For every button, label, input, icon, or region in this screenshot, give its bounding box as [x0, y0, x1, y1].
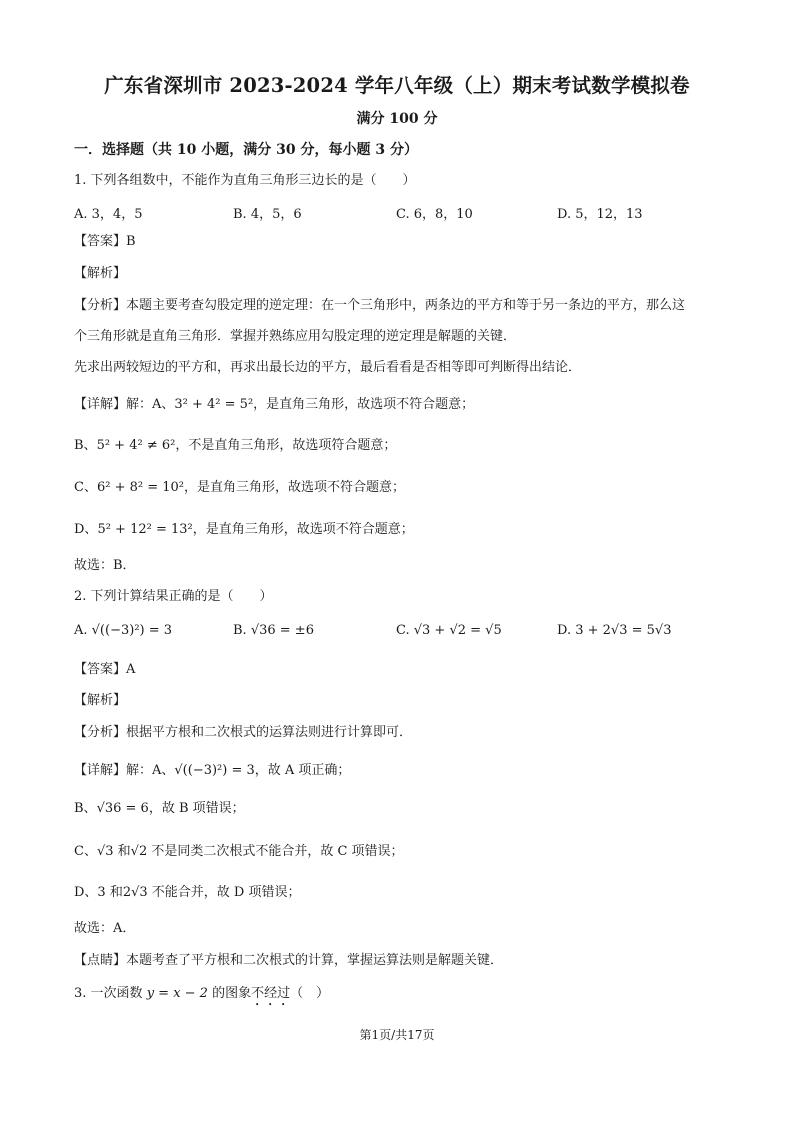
equation: √36 = 6	[96, 801, 149, 816]
detail-suffix: ，故 B 项错误；	[148, 801, 245, 816]
detail-suffix: 不是同类二次根式不能合并，故 C 项错误；	[151, 844, 404, 859]
detail-line-a	[74, 762, 720, 780]
detail-line-d	[74, 884, 720, 902]
section-heading: 一．选择题（共 10 小题，满分 30 分，每小题 3 分）	[74, 142, 418, 158]
option-d: D. 5，12，13	[557, 207, 643, 222]
detail-line-b	[74, 437, 720, 455]
option-b: B. √36 = ±6	[233, 623, 314, 638]
detail-line-c	[74, 843, 720, 861]
detail-line-b	[74, 800, 720, 818]
detail-line-a	[74, 396, 720, 414]
stem-prefix: 3. 一次函数	[74, 986, 143, 1001]
equation: 5² + 4² ≠ 6²	[96, 438, 176, 453]
analysis-text: 个三角形就是直角三角形．掌握并熟练应用勾股定理的逆定理是解题的关键．	[74, 329, 517, 344]
analysis-text: 【分析】根据平方根和二次根式的运算法则进行计算即可．	[74, 725, 413, 740]
detail-prefix: B、	[74, 801, 97, 816]
equation: 6² + 8² = 10²	[96, 480, 184, 495]
detail-suffix: ，不是直角三角形，故选项符合题意；	[175, 438, 397, 453]
equation: y = x − 2	[146, 986, 208, 1001]
analysis-heading: 【解析】	[74, 693, 127, 708]
detail-suffix: 不能合并，故 D 项错误；	[151, 885, 301, 900]
detail-prefix: C、	[74, 844, 97, 859]
detail-prefix: 【详解】解：A、	[74, 397, 175, 412]
detail-line-c	[74, 479, 720, 497]
question-1-stem: 1. 下列各组数中，不能作为直角三角形三边长的是（ ）	[74, 173, 416, 188]
analysis-text: 先求出两较短边的平方和，再求出最长边的平方，最后看看是否相等即可判断得出结论．	[74, 360, 582, 375]
radical: 2√3	[122, 885, 152, 900]
question-3-stem	[74, 985, 720, 1009]
analysis-heading: 【解析】	[74, 266, 127, 281]
question-2-options	[74, 623, 720, 649]
detail-line-d	[74, 521, 720, 539]
page-title: 广东省深圳市 2023-2024 学年八年级（上）期末考试数学模拟卷	[104, 74, 690, 97]
radical: √2	[130, 844, 152, 859]
option-d: D. 3 + 2√3 = 5√3	[557, 623, 672, 638]
equation: √((−3)²) = 3	[174, 763, 255, 778]
option-b: B. 4，5，6	[233, 207, 302, 222]
detail-prefix: D、3 和	[74, 885, 123, 900]
page-subtitle: 满分 100 分	[356, 111, 438, 127]
stem-suffix: （ ）	[290, 986, 330, 1001]
detail-suffix: ，故 A 项正确；	[254, 763, 351, 778]
option-c: C. 6，8，10	[396, 207, 473, 222]
option-a: A. √((−3)²) = 3	[74, 623, 173, 638]
comment: 【点睛】本题考查了平方根和二次根式的计算，掌握运算法则是解题关键．	[74, 953, 504, 968]
answer-label: 【答案】B	[74, 234, 136, 249]
detail-prefix: D、	[74, 522, 98, 537]
option-a: A. 3，4，5	[74, 207, 143, 222]
detail-prefix: C、	[74, 480, 97, 495]
question-2-stem: 2. 下列计算结果正确的是（ ）	[74, 589, 273, 604]
analysis-text: 【分析】本题主要考查勾股定理的逆定理：在一个三角形中，两条边的平方和等于另一条边的平方，那么这	[74, 298, 686, 313]
detail-suffix: ，是直角三角形，故选项不符合题意；	[192, 522, 414, 537]
question-1-options	[74, 203, 720, 223]
conclusion: 故选：A．	[74, 921, 136, 936]
page-footer: 第1页/共17页	[359, 1028, 435, 1042]
answer-label: 【答案】A	[74, 662, 136, 677]
detail-mid: 和	[117, 844, 131, 859]
detail-prefix: B、	[74, 438, 97, 453]
option-c: C. √3 + √2 = √5	[396, 623, 502, 638]
equation: 3² + 4² = 5²	[174, 397, 254, 412]
conclusion: 故选：B．	[74, 558, 136, 573]
detail-suffix: ，是直角三角形，故选项不符合题意；	[184, 480, 406, 495]
emphasized-text: 不经过	[251, 986, 291, 1001]
radical: √3	[96, 844, 118, 859]
equation: 5² + 12² = 13²	[97, 522, 193, 537]
detail-suffix: ，是直角三角形，故选项不符合题意；	[253, 397, 475, 412]
stem-mid: 的图象	[212, 986, 252, 1001]
detail-prefix: 【详解】解：A、	[74, 763, 175, 778]
